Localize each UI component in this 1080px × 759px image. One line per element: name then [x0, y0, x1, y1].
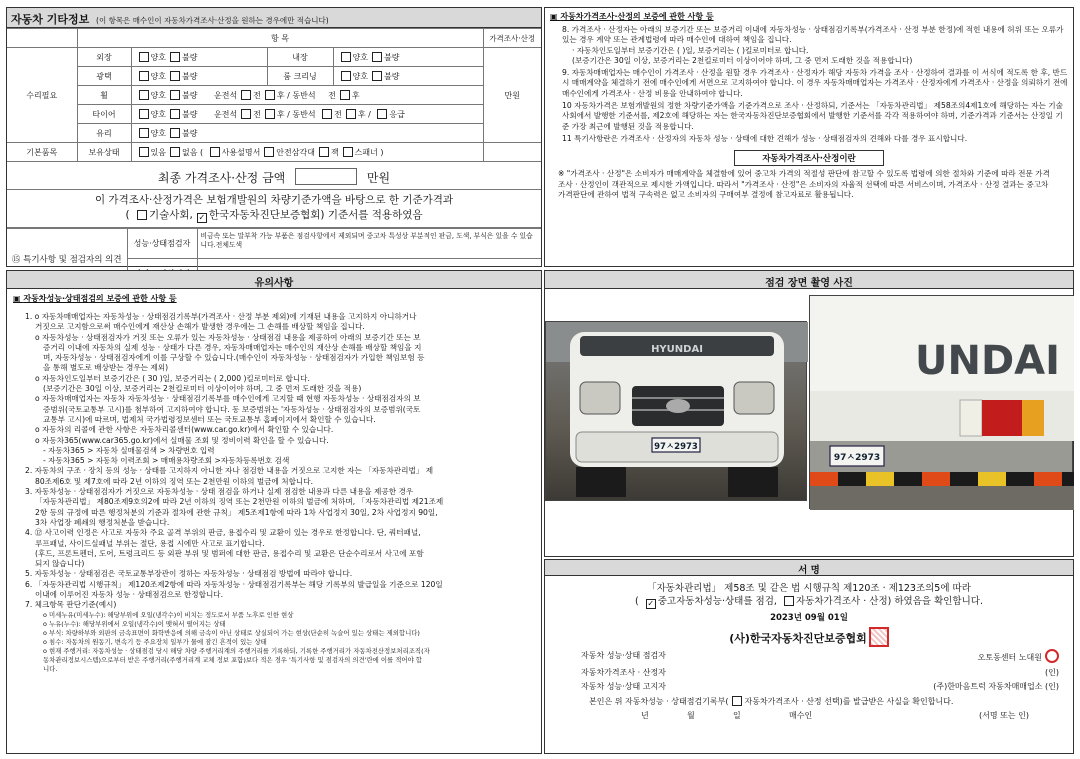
glass-good-checkbox[interactable] — [139, 128, 149, 138]
appraiser-row-label: 자동차가격조사 · 산정자 — [581, 667, 666, 677]
notes-subtitle: ▣ 자동차성능·상태점검의 보증에 관한 사항 등 — [13, 294, 177, 303]
wheel-driver-rear-checkbox[interactable] — [265, 90, 275, 100]
etc-info-table: 항 목 가격조사·산정 수리필요 외장 양호 불량 내장 양호 불량 만원 광택 양호 불량 룸 크리닝 양호 불량 휠 양호 불량 운전석 전 후 / 동반석 전 후 타이어 양호 불량 운전석 전 후 / 동반석 전 후 / 응급 유리 양호 불량 기본품목 보유상태 있음 없음 ( 사용설명서 안전삼각대 잭 스패너 ) — [7, 28, 541, 162]
sign-line2b: 자동차가격조사 · 산정) 하였음을 확인합니다. — [795, 596, 983, 607]
notes-line: 교통부 고시)에 따르며, 법제처 국가법령정보센터 또는 국토교통부 홈페이지에서 확인할 수 있습니다. — [43, 414, 376, 424]
front-photo — [545, 321, 807, 501]
criteria-line: o 부식: 차량하부와 외판의 금속표면이 화학반응에 의해 금속이 아닌 상태로 상실되어 가는 현상(단순히 녹슬어 있는 상태는 제외합니다) — [43, 628, 420, 637]
room-cleaning-label: 룸 크리닝 — [267, 67, 333, 86]
price-guarantee-title: ▣ 자동차가격조사·산정의 보증에 관한 사항 등 — [550, 12, 714, 21]
basic-group-label: 기본품목 — [7, 143, 77, 162]
final-price-row — [7, 162, 541, 190]
notes-line: 7. 체크항목 판단기준(예시) — [25, 600, 117, 610]
col-item-header: 항 목 — [77, 29, 483, 48]
truck-rear-image — [810, 296, 1074, 510]
basis-kada: 한국자동차진단보증협회) — [208, 209, 325, 221]
wheel-good-checkbox[interactable] — [139, 90, 149, 100]
definition-title: 자동차가격조사·산정이란 — [734, 150, 884, 166]
basis-standard: 기준서를 적용하였음 — [327, 209, 423, 221]
guarantee-p8: 8. 가격조사 · 산정자는 아래의 보증기간 또는 보증거리 이내에 자동차성능 · 상태점검기록부(가격조사 · 산정 부분 한정)에 적힌 내용에 허위 또는 오류가 있는 경우 계약 또는 관계법령에 따라 매수인에 대하여 책임을 집니다. — [562, 25, 1064, 45]
notes-line: (보증기간은 30일 이상, 보증거리는 2천킬로미터 이상이어야 하며, 그 중 먼저 도래한 것을 적용) — [43, 384, 362, 394]
special-notes-label: ⑮ 특기사항 및 점검자의 의견 — [7, 229, 127, 289]
manual-checkbox[interactable] — [210, 147, 220, 157]
repair-group-label: 수리필요 — [7, 48, 77, 143]
confirm-text-b: 자동차가격조사 · 산정 선택)를 발급받은 사실을 확인합니다. — [744, 696, 954, 706]
has-checkbox[interactable] — [139, 147, 149, 157]
inspector-row-label: 자동차 성능·상태 점검자 — [581, 651, 666, 660]
notes-line: o 자동차의 리콜에 관한 사항은 자동차리콜센터(www.car.go.kr)에서 확인할 수 있습니다. — [35, 425, 334, 435]
tire-driver-rear-checkbox[interactable] — [265, 109, 275, 119]
rear-brand-text: UNDAI — [915, 338, 1060, 384]
notes-line: 2. 자동차의 구조 · 장치 등의 성능 · 상태를 고지하지 아니한 자나 점검한 내용을 거짓으로 고지한 자는 「자동차관리법」 제 — [25, 466, 434, 476]
notes-line: - 자동차365 > 자동차 이력조회 > 매매용차량조회 >자동차등록번호 검색 — [43, 456, 290, 466]
criteria-line: o 침수: 자동차의 원동기, 변속기 등 주요장치 일부가 물에 잠긴 흔적이 있는 상태 — [43, 637, 267, 646]
gloss-label: 광택 — [77, 67, 131, 86]
final-price-input[interactable] — [295, 168, 357, 185]
spanner-checkbox[interactable] — [343, 147, 353, 157]
gloss-good-checkbox[interactable] — [139, 71, 149, 81]
photos-header: 점검 장면 촬영 사진 — [545, 271, 1073, 289]
notes-section — [6, 270, 542, 754]
basis-block: 이 가격조사·산정가격은 보험개발원의 차량기준가액을 바탕으로 한 기준가격과 ( 기술사회, ✓ 한국자동차진단보증협회) 기준서를 적용하였음 — [7, 190, 541, 228]
jack-checkbox[interactable] — [319, 147, 329, 157]
sign-law-line: 「자동차관리법」 제58조 및 같은 법 시행규칙 제120조 · 제123조의5에 따라 — [647, 583, 971, 594]
sign-line2a: 중고자동차성능·상태를 점검, — [657, 596, 777, 607]
none-checkbox[interactable] — [170, 147, 180, 157]
brand-text: HYUNDAI — [651, 344, 703, 355]
notes-line: 「자동차관리법」 제80조제9호의2에 따라 2년 이하의 징역 또는 2천만원 이하의 벌금에 처하며, 「자동차관리법 제21조제 — [35, 497, 444, 507]
notes-line: 5. 자동차성능 · 상태점검은 국토교통부장관이 정하는 자동차성능 · 상태점검 방법에 따라야 합니다. — [25, 569, 353, 579]
col-price-header: 가격조사·산정 — [483, 29, 541, 48]
interior-label: 내장 — [267, 48, 333, 67]
notes-line: (후드, 프론트펜더, 도어, 트렁크리드 등 외판 부위 및 범퍼에 대한 판금, 용접수리 및 교환은 단순수리로서 사고에 포함 — [35, 548, 424, 558]
notes-line: 되지 않습니다) — [35, 559, 85, 569]
etc-info-note: (이 항목은 매수인이 자동차가격조사·산정을 원하는 경우에만 적습니다) — [96, 16, 329, 25]
rear-photo — [809, 295, 1073, 509]
criteria-line: o 현재 주행거리: 자동차성능 · 상태점검 당시 해당 차량 주행거리계의 주행거리를 기록하되, 기록한 주행거리가 자동차전산정보처리조직(자 — [43, 646, 430, 655]
inspector-label: 성능·상태점검자 — [127, 229, 197, 259]
performance-check-checkbox[interactable]: ✓ — [647, 599, 655, 608]
appraiser-row-value: (인) — [1045, 667, 1059, 677]
org-seal-icon — [869, 627, 889, 647]
guarantee-p9: 9. 자동차매매업자는 매수인이 가격조사 · 산정을 원할 경우 가격조사 · 산정자가 해당 자동차 가격을 조사 · 산정하여 결과를 이 서식에 적도록 한 후, 반드시 매매계약을 체결하기 전에 매수인에게 서면으로 고지하여야 합니다. 이 경우 자동차매매업자는 가격조사 · 산정자에게 가격조사 · 산정을 의뢰하기 전에 매수인에게 가격조사 · 산정 비용을 안내하여야 합니다. — [562, 68, 1068, 98]
wheel-label: 휠 — [77, 86, 131, 105]
notes-line: 루프패널, 사이드실패널 부위는 절단, 용접 시에만 사고로 표기합니다. — [35, 538, 265, 548]
repair-price-unit: 만원 — [483, 48, 541, 143]
wheel-driver-front-checkbox[interactable] — [241, 90, 251, 100]
definition-text: ※ "가격조사 · 산정"은 소비자가 매매계약을 체결함에 있어 중고차 가격의 적절성 판단에 참고할 수 있도록 법령에 의한 절차와 기준에 따라 전문 가격조사 · 산정인이 객관적으로 제시한 가액입니다. 따라서 "가격조사 · 산정"은 소비자의 자율적 선택에 따른 서비스이며, 가격조사 · 산정 결과는 중고차 가격판단에 관하여 법적 구속력은 없고 소비자의 구매여부 결정에 참고자료로 활용됩니다. — [558, 169, 1050, 199]
notes-lines — [13, 312, 535, 611]
room-bad-checkbox[interactable] — [372, 71, 382, 81]
notes-line: 거짓으로 고지함으로써 매수인에게 재산상 손해가 발생한 경우에는 그 손해를 배상할 책임을 집니다. — [35, 322, 365, 332]
guarantee-p8b: (보증기간은 30일 이상, 보증거리는 2천킬로미터 이상이어야 하며, 그 중 먼저 도래한 것을 적용합니다) — [572, 55, 913, 65]
buyer-year: 년 — [641, 711, 649, 720]
notifier-row-label: 자동차 성능·상태 고지자 — [581, 682, 666, 691]
inspector-opinion: 비금속 또는 말부착 가능 부품은 점검사항에서 제외되며 중고차 특성상 부분적인 판금, 도색, 부식은 있을 수 있습니다.전체도색 — [197, 229, 541, 259]
photos-section — [544, 270, 1074, 557]
notifier-row-value: (주)한마음트럭 자동차매매업소 (인) — [933, 682, 1059, 691]
notes-line: 4. ⑫ 사고이력 인정은 사고로 자동차 주요 골격 부위의 판금, 용접수리 및 교환이 있는 경우로 한정합니다. 단, 쿼터패널, — [25, 528, 421, 538]
notes-line: 이내에 이루어진 자동차 성능 · 상태점검으로 한정합니다. — [35, 590, 224, 600]
guarantee-p10: 10 자동차가격은 보험개발원의 정한 차량기준가액을 기준가격으로 조사 · 산정하되, 기준서는 「자동차관리법」 제58조의4제1호에 해당하는 자는 기술사회에서 발행한 기준서를, 제2호에 해당하는 자는 한국자동차진단보증협회에서 발행한 기준서를 각각 적용하여야 하며, 기준가격과 기준서는 산정일 기준 가장 최근에 발행된 것을 적용합니다. — [562, 101, 1063, 131]
buyer-sign[interactable]: (서명 또는 인) — [979, 711, 1029, 720]
tire-passenger-front-checkbox[interactable] — [322, 109, 332, 119]
basis-tech: 기술사회, — [148, 209, 193, 221]
criteria-line: o 누유(누수): 해당부위에서 오일(냉각수)이 맺혀서 떨어지는 상태 — [43, 619, 226, 628]
notes-line: 3차 사업장 폐쇄의 행정처분을 받습니다. — [35, 517, 170, 527]
notes-line: 2항 등의 규정에 따른 행정처분의 기준과 절차에 관한 규칙」 제5조제1항에 따라 1차 사업정지 30일, 2차 사업정지 90일, — [35, 507, 438, 517]
buyer-label: 매수인 — [789, 711, 813, 720]
etc-info-section — [6, 7, 542, 267]
notes-line: 3. 자동차성능 · 상태점검자가 거짓으로 자동차성능 · 상태 점검을 하거나 실제 점검한 내용과 다른 내용을 제공한 경우 — [25, 487, 414, 497]
notes-line: 1. o 자동차매매업자는 자동차성능 · 상태점검기록부(가격조사 · 산정 부분 제외)에 기재된 내용을 고지하지 아니하거나 — [25, 312, 417, 321]
notes-criteria — [13, 611, 535, 674]
notes-line: 80조제6호 및 제7호에 따라 2년 이하의 징역 또는 2천만원 이하의 벌금에 처합니다. — [35, 476, 314, 486]
tire-passenger-rear-checkbox[interactable] — [346, 109, 356, 119]
exterior-label: 외장 — [77, 48, 131, 67]
exterior-good-checkbox[interactable] — [139, 52, 149, 62]
sign-rows — [545, 647, 1073, 724]
notes-line: 증범위(국토교통부 고시)를 첨부하여 고지하여야 합니다. 동 보증범위는 '자동차성능 · 상태점검자의 보증범위(국토 — [43, 404, 421, 414]
exterior-bad-checkbox[interactable] — [170, 52, 180, 62]
glass-bad-checkbox[interactable] — [170, 128, 180, 138]
guarantee-p11: 11 특기사항란은 가격조사 · 산정자의 자동차 성능 · 상태에 대한 견해가 성능 · 상태점검자의 견해와 다를 경우 표시합니다. — [562, 133, 968, 143]
guarantee-p8a: · 자동차인도일부터 보증기간은 ( )일, 보증거리는 ( )킬로미터로 합니다. — [572, 45, 809, 55]
notes-line: o 자동차365(www.car365.go.kr)에서 실매물 조회 및 정비이력 확인을 할 수 있습니다. — [35, 435, 329, 445]
interior-good-checkbox[interactable] — [341, 52, 351, 62]
basis-line1: 이 가격조사·산정가격은 보험개발원의 차량기준가액을 바탕으로 한 기준가격과 — [94, 194, 454, 206]
tire-label: 타이어 — [77, 105, 131, 124]
room-good-checkbox[interactable] — [341, 71, 351, 81]
confirm-price-checkbox[interactable] — [732, 696, 742, 706]
notes-line: 을 통해 별도로 배상받는 경우는 제외) — [43, 363, 169, 373]
etc-info-header — [7, 8, 541, 28]
gloss-bad-checkbox[interactable] — [170, 71, 180, 81]
final-price-label: 최종 가격조사·산정 금액 — [157, 171, 286, 185]
triangle-checkbox[interactable] — [264, 147, 274, 157]
glass-label: 유리 — [77, 124, 131, 143]
kada-checkbox[interactable]: ✓ — [198, 213, 206, 222]
notes-line: o 자동차인도일부터 보증기간은 ( 30 )일, 보증거리는 ( 2,000 )킬로미터로 합니다. — [35, 373, 310, 383]
notes-line: o 자동차매매업자는 자동차 자동차성능 · 상태점검기록부를 매수인에게 고지할 때 현행 자동차성능 · 상태점검자의 보 — [35, 394, 421, 404]
ownership-label: 보유상태 — [77, 143, 131, 162]
final-price-unit: 만원 — [366, 171, 391, 185]
inspector-row-value: 오토동센터 노대원 — [977, 653, 1042, 662]
notes-line: o 자동차성능 · 상태점검자가 거짓 또는 오류가 있는 자동차성능 · 상태점검 내용을 제공하여 아래의 보증기간 또는 보 — [35, 332, 421, 342]
sign-org: (사)한국자동차진단보증협회 — [545, 627, 1073, 647]
notes-header: 유의사항 — [7, 271, 541, 289]
price-guarantee-section — [544, 7, 1074, 267]
tire-emergency-checkbox[interactable] — [377, 109, 387, 119]
buyer-month: 월 — [687, 711, 695, 720]
criteria-line: o 미세누유(미세누수): 해당부위에 오일(냉각수)이 비치는 정도로서 부품 노후로 인한 현상 — [43, 610, 294, 619]
notes-line: 6. 「자동차관리법 시행규칙」 제120조제2항에 따라 자동차성능 · 상태점검기록부는 해당 기록부의 발급일을 기준으로 120일 — [25, 579, 443, 589]
rear-plate-text: 97ㅅ2973 — [833, 453, 881, 463]
confirm-text-a: 본인은 위 자동차성능 · 상태점검기록부( — [589, 696, 729, 706]
buyer-day: 일 — [733, 711, 741, 720]
tire-bad-checkbox[interactable] — [170, 109, 180, 119]
etc-info-title: 자동차 기타정보 — [11, 13, 90, 26]
notes-line: - 자동차365 > 자동차 실매물검색 > 차량번호 입력 — [43, 445, 215, 455]
signature-header: 서 명 — [545, 560, 1073, 576]
wheel-bad-checkbox[interactable] — [170, 90, 180, 100]
criteria-line: 동차관리정보시스템)으로부터 받은 주행거리(주행거리계 교체 정보 포함)보다 적은 경우 '특기사항 및 점검자의 의견'란에 이를 적어야 합 — [43, 655, 422, 664]
tire-driver-front-checkbox[interactable] — [241, 109, 251, 119]
signature-section: 서 명 「자동차관리법」 제58조 및 같은 법 시행규칙 제120조 · 제123조의5에 따라 ( ✓ 중고자동차성능·상태를 점검, 자동차가격조사 · 산정) 하였음을 확인합니다. 2023년 09월 01일 (사)한국자동차진단보증협회 자동차 성능·상태 점검자 오토동센터 노대원 자동차가격조사 · 산정자 (인) 자동차 성능·상태 고지자 (주)한마음트럭 자동차매매업소 (인) 본인은 위 자동차성능 · 상태점검기록부( 자동차가격조사 · 산정 선택)를 발급받은 사실을 확인합니다. 년 월 일 매수인 (서명 또는 인) — [544, 559, 1074, 754]
criteria-line: 니다. — [43, 664, 58, 673]
notes-line: 며, 자동차성능 · 상태점검자에게 이를 구상할 수 있습니다.(매수인이 자동차성능 · 상태점검자가 가입한 책임보험 등 — [43, 353, 425, 363]
tire-good-checkbox[interactable] — [139, 109, 149, 119]
notes-line: 증거리 이내에 자동차의 실제 성능 · 상태가 다른 경우, 자동차매매업자는 매수인의 재산상 손해를 배상할 책임을 지 — [43, 342, 422, 352]
price-check-checkbox[interactable] — [784, 596, 794, 606]
front-plate-text: 97ㅅ2973 — [654, 442, 698, 452]
inspector-seal-icon — [1045, 649, 1059, 663]
interior-bad-checkbox[interactable] — [372, 52, 382, 62]
wheel-passenger-rear-checkbox[interactable] — [340, 90, 350, 100]
tech-society-checkbox[interactable] — [137, 210, 147, 220]
truck-front-image — [546, 322, 808, 502]
sign-date: 2023년 09월 01일 — [770, 613, 848, 623]
